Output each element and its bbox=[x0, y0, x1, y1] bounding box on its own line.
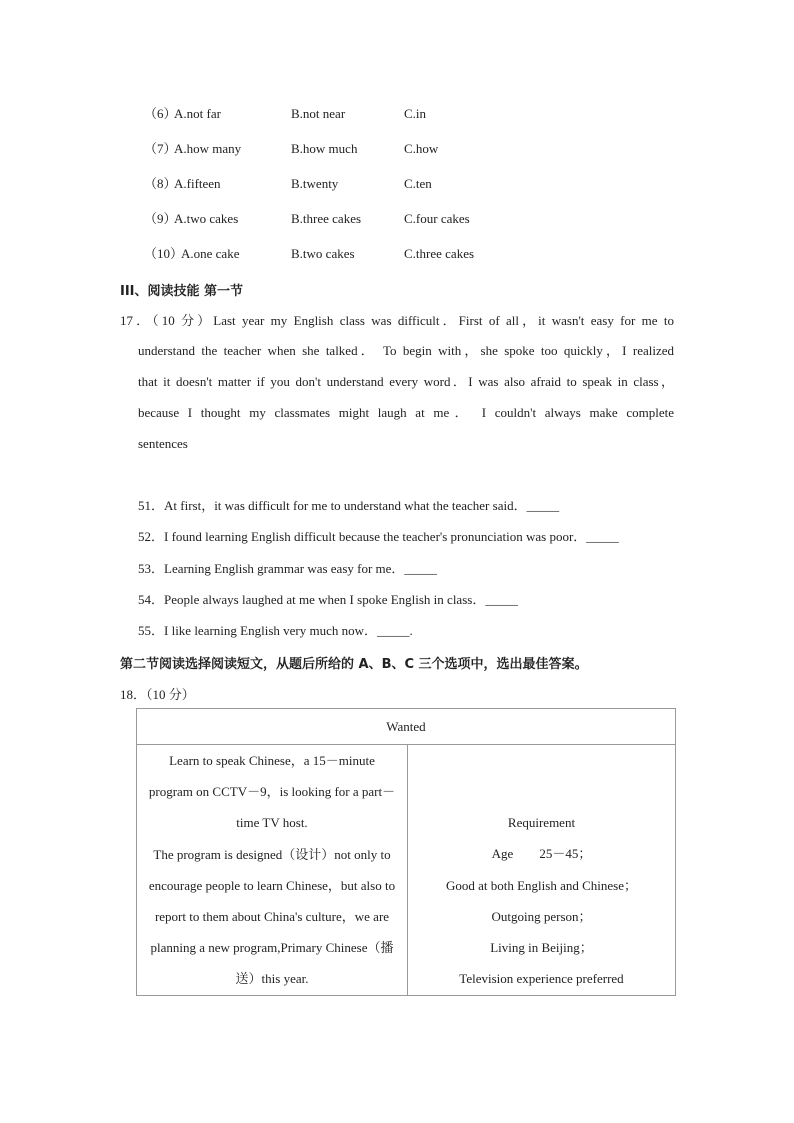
ad-line: planning a new program,Primary Chinese（播 bbox=[150, 940, 394, 956]
ad-line: encourage people to learn Chinese，but also to bbox=[148, 877, 396, 893]
requirement-line: Television experience preferred bbox=[459, 971, 624, 987]
requirement-line: Good at both English and Chinese； bbox=[445, 877, 637, 893]
section-heading-reading-choice: 第二节阅读选择阅读短文，从题后所给的 A、B、C 三个选项中，选出最佳答案。 bbox=[120, 657, 588, 672]
passage-line: that it doesn't matter if you don't understand every word．I was also afraid to speak in class， bbox=[138, 374, 674, 389]
option-number: （7） bbox=[144, 141, 177, 156]
ad-line: The program is designed（设计）not only to bbox=[153, 846, 391, 862]
statement-54: 54．People always laughed at me when I spoke English in class．_____ bbox=[138, 592, 518, 607]
option-b: B.three cakes bbox=[291, 211, 362, 226]
statement-55: 55．I like learning English very much now．_____. bbox=[138, 623, 413, 638]
question-17-passage bbox=[138, 335, 674, 459]
option-a: A.how many bbox=[174, 141, 242, 156]
option-b: B.twenty bbox=[291, 176, 339, 191]
option-b: B.two cakes bbox=[291, 246, 355, 261]
ad-line: 送）this year. bbox=[235, 971, 309, 987]
requirement-line: Outgoing person； bbox=[491, 908, 592, 924]
question-18-title: 18．（10 分） bbox=[120, 687, 195, 702]
option-number: （9） bbox=[144, 211, 177, 226]
option-c: C.four cakes bbox=[404, 211, 470, 226]
option-number: （6） bbox=[144, 106, 177, 121]
table-header: Wanted bbox=[137, 709, 676, 745]
option-a: A.two cakes bbox=[174, 211, 239, 226]
requirement-title: Requirement bbox=[507, 815, 576, 831]
section-heading-reading: III、阅读技能 第一节 bbox=[120, 284, 244, 299]
passage-line: understand the teacher when she talked． To begin with，she spoke too quickly，I realized bbox=[138, 343, 674, 358]
statement-51: 51．At first，it was difficult for me to understand what the teacher said．_____ bbox=[138, 498, 560, 513]
ad-line: time TV host. bbox=[236, 815, 308, 831]
statement-53: 53．Learning English grammar was easy for me．_____ bbox=[138, 561, 437, 576]
option-c: C.three cakes bbox=[404, 246, 475, 261]
passage-line: sentences bbox=[138, 436, 188, 451]
ad-line: report to them about China's culture，we are bbox=[154, 909, 390, 925]
ad-description-cell bbox=[137, 745, 408, 996]
option-number: （8） bbox=[144, 176, 177, 191]
question-17-title: 17．（10 分）Last year my English class was difficult．First of all，it wasn't easy for me to bbox=[120, 313, 674, 328]
ad-line: Learn to speak Chinese，a 15－minute bbox=[169, 753, 375, 768]
requirement-line: Age 25－45； bbox=[491, 846, 592, 862]
option-b: B.not near bbox=[291, 106, 346, 121]
option-a: A.not far bbox=[174, 106, 221, 121]
option-c: C.how bbox=[404, 141, 439, 156]
ad-line: program on CCTV－9，is looking for a part－ bbox=[148, 784, 396, 800]
wanted-ad-table bbox=[136, 708, 676, 996]
option-c: C.in bbox=[404, 106, 427, 121]
option-c: C.ten bbox=[404, 176, 432, 191]
option-a: A.fifteen bbox=[174, 176, 221, 191]
option-a: A.one cake bbox=[181, 246, 240, 261]
passage-line: because I thought my classmates might laugh at me． I couldn't always make complete bbox=[138, 405, 674, 420]
option-b: B.how much bbox=[291, 141, 358, 156]
statement-52: 52．I found learning English difficult because the teacher's pronunciation was poor．_____ bbox=[138, 529, 619, 544]
requirement-line: Living in Beijing； bbox=[490, 940, 593, 956]
option-number: （10） bbox=[144, 246, 184, 261]
requirements-cell bbox=[408, 745, 676, 996]
